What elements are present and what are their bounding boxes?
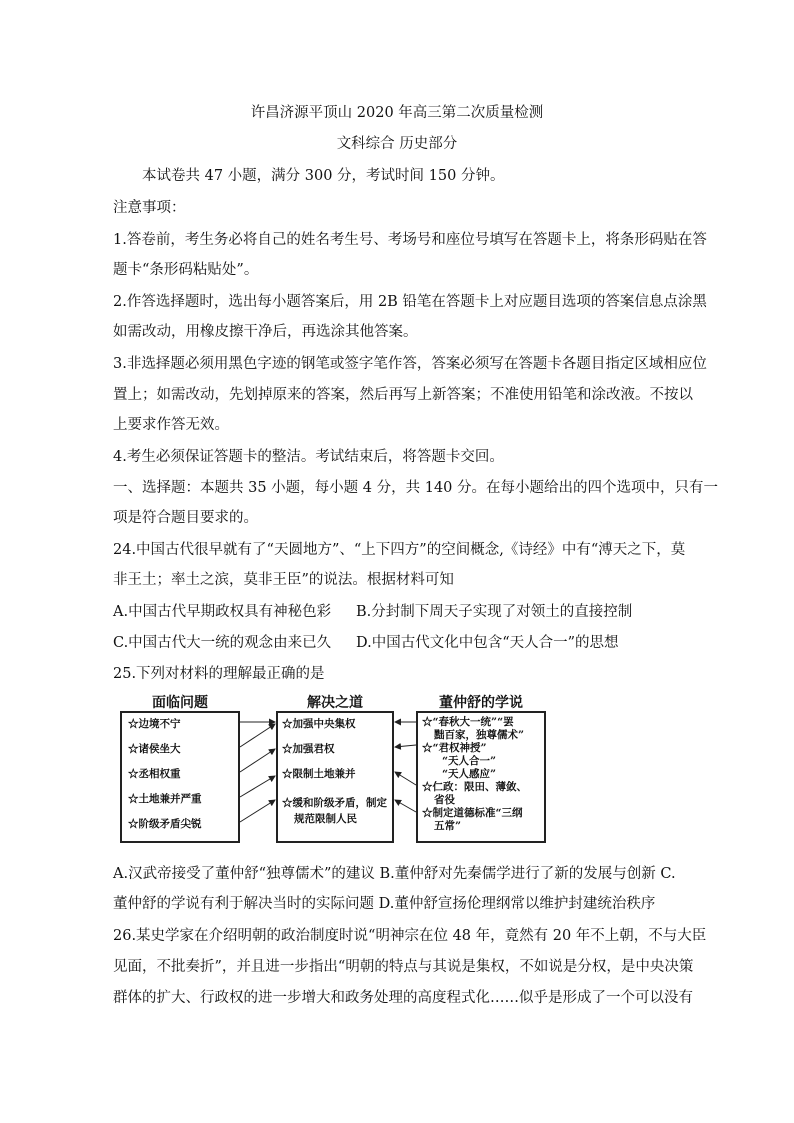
note-line: 1.答卷前，考生务必将自己的姓名考生号、考场号和座位号填写在答题卡上，将条形码贴在答: [113, 232, 707, 248]
theory-item: ☆“君权神授”: [422, 742, 487, 754]
q24-option-b: B.分封制下周天子实现了对领土的直接控制: [356, 604, 633, 620]
left-title: 面临问题: [152, 695, 208, 711]
note-line: 题卡“条形码粘贴处”。: [113, 262, 259, 278]
solution-item: ☆限制土地兼并: [282, 768, 356, 780]
q25-stem: 25.下列对材料的理解最正确的是: [113, 666, 325, 682]
theory-item: “天人合一”: [442, 755, 497, 767]
exam-title: 许昌济源平顶山 2020 年高三第二次质量检测: [250, 105, 544, 121]
right-title: 董仲舒的学说: [439, 695, 523, 711]
problem-to-solution-arrows: [240, 722, 275, 822]
theory-to-solution-arrows: [395, 722, 416, 812]
problem-item: ☆边境不宁: [128, 718, 181, 730]
note-line: 2.作答选择题时，选出每小题答案后，用 2B 铅笔在答题卡上对应题目选项的答案信息点涂黑: [113, 294, 707, 310]
problem-item: ☆丞相权重: [128, 768, 181, 780]
note-line: 上要求作答无效。: [113, 417, 229, 433]
theory-item: “天人感应”: [442, 768, 497, 780]
note-line: 置上；如需改动，先划掉原来的答案，然后再写上新答案；不准使用铅笔和涂改液。不按以: [113, 387, 693, 403]
theory-item: 省役: [434, 794, 455, 806]
q24-stem: 非王土；率土之滨，莫非王臣”的说法。根据材料可知: [113, 572, 454, 588]
q26-line: 见面，不批奏折”，并且进一步指出“明朝的特点与其说是集权，不如说是分权，是中央决策: [113, 959, 694, 975]
note-line: 如需改动，用橡皮擦干净后，再选涂其他答案。: [113, 324, 418, 340]
theory-item: ☆仁政：限田、薄敛、: [422, 781, 527, 793]
solution-item: ☆加强君权: [282, 743, 335, 755]
exam-subtitle: 文科综合 历史部分: [336, 136, 458, 152]
q24-option-d: D.中国古代文化中包含“天人合一”的思想: [356, 635, 619, 651]
solution-item: ☆加强中央集权: [282, 718, 356, 730]
exam-intro: 本试卷共 47 小题，满分 300 分，考试时间 150 分钟。: [142, 168, 505, 184]
q25-options: 董仲舒的学说有利于解决当时的实际问题 D.董仲舒宣扬伦理纲常以维护封建统治秩序: [113, 896, 656, 912]
q24-option-c: C.中国古代大一统的观念由来已久: [113, 635, 332, 651]
problem-item: ☆土地兼并严重: [128, 793, 202, 805]
theory-item: ☆“春秋大一统”“罢: [422, 716, 514, 728]
problem-item: ☆诸侯坐大: [128, 743, 181, 755]
q25-options: A.汉武帝接受了董仲舒“独尊儒术”的建议 B.董仲舒对先秦儒学进行了新的发展与创新 C.: [113, 866, 676, 882]
theory-item: 五常”: [434, 820, 462, 832]
solution-item: 规范限制人民: [294, 813, 357, 825]
solution-item: ☆缓和阶级矛盾，制定: [282, 797, 387, 809]
q24-option-a: A.中国古代早期政权具有神秘色彩: [113, 604, 332, 620]
q26-line: 26.某史学家在介绍明朝的政治制度时说“明神宗在位 48 年，竟然有 20 年不上朝，不与大臣: [113, 928, 707, 944]
q26-line: 群体的扩大、行政权的进一步增大和政务处理的高度程式化……似乎是形成了一个可以没有: [113, 990, 693, 1006]
problem-item: ☆阶级矛盾尖锐: [128, 818, 202, 830]
notes-heading: 注意事项：: [113, 200, 186, 216]
mid-title: 解决之道: [307, 695, 363, 711]
note-line: 4.考生必须保证答题卡的整洁。考试结束后，将答题卡交回。: [113, 449, 504, 465]
theory-item: 黜百家，独尊儒术”: [434, 729, 525, 741]
theory-item: ☆制定道德标准“三纲: [422, 807, 523, 819]
q24-stem: 24.中国古代很早就有了“天圆地方”、“上下四方”的空间概念,《诗经》中有“溥天之下，莫: [113, 542, 686, 558]
section-line: 一、选择题：本题共 35 小题，每小题 4 分，共 140 分。在每小题给出的四个选项中，只有一: [113, 480, 719, 496]
section-line: 项是符合题目要求的。: [113, 510, 258, 526]
note-line: 3.非选择题必须用黑色字迹的钢笔或签字笔作答，答案必须写在答题卡各题目指定区域相应位: [113, 356, 707, 372]
